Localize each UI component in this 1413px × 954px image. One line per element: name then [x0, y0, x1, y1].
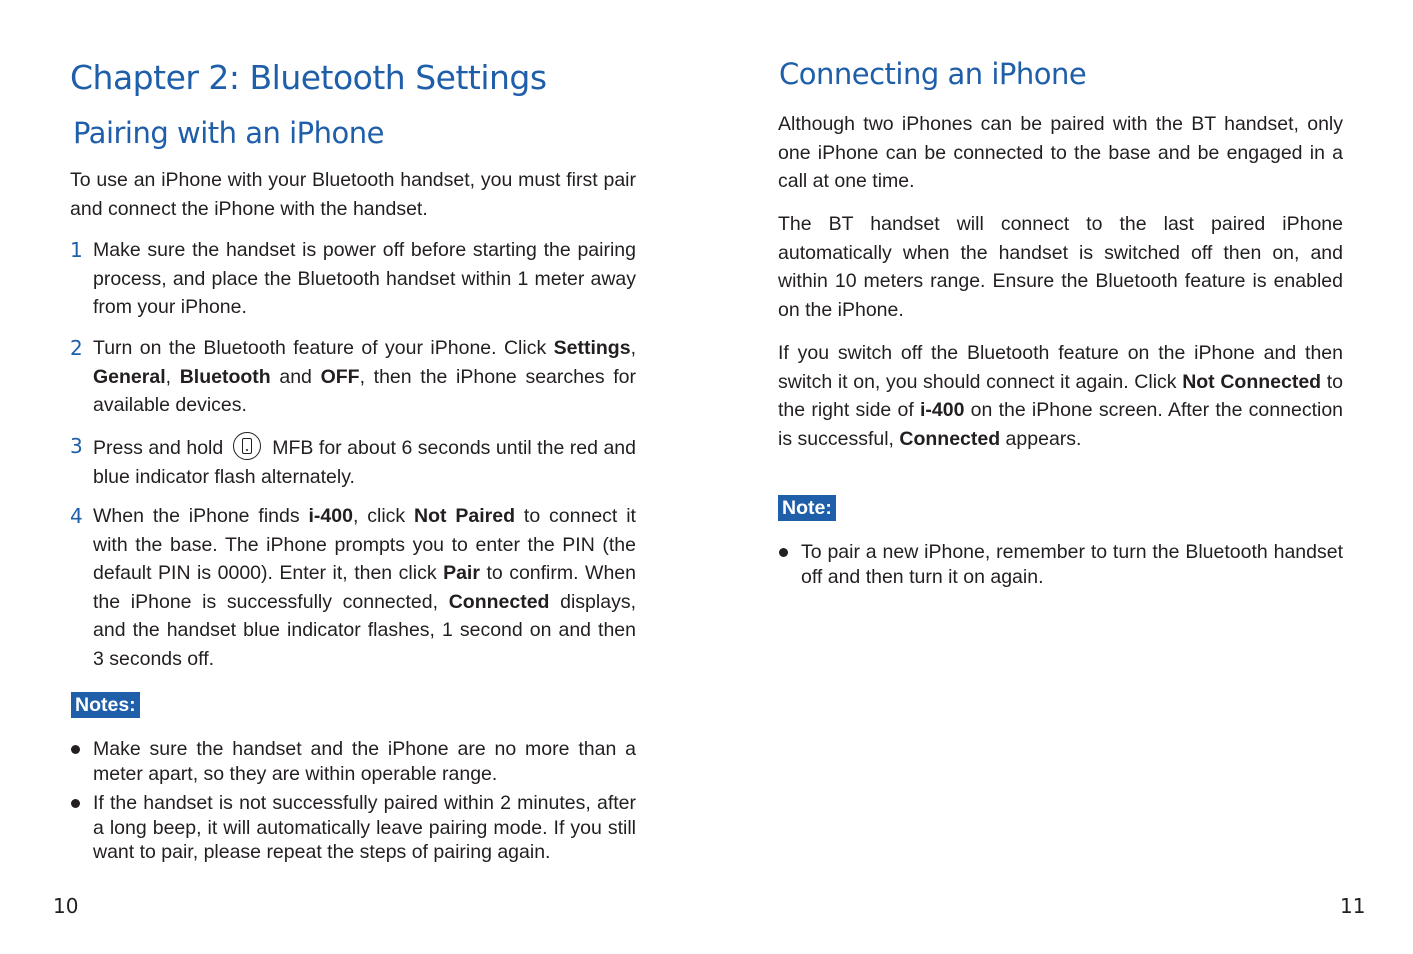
paragraph-2: The BT handset will connect to the last paired iPhone automatically when the handset is switched off then on, and within 10 meters range. Ensure the Bluetooth feature is enabled on the iPhone.: [778, 213, 1343, 321]
note-item: Make sure the handset and the iPhone are no more than a meter apart, so they are within operable range.: [70, 737, 636, 786]
step-4: [70, 502, 636, 673]
section-title-pairing: Pairing with an iPhone: [73, 116, 385, 150]
page-number-right: 11: [1340, 894, 1366, 918]
step-3: [70, 432, 636, 491]
note-label: Note:: [778, 495, 836, 521]
bullet-icon: [71, 745, 80, 754]
step-2: [70, 334, 636, 420]
step-number: 1: [70, 238, 83, 262]
right-page: [778, 0, 1343, 954]
left-page: [70, 0, 636, 954]
step-number: 2: [70, 336, 83, 360]
bullet-icon: [71, 799, 80, 808]
step-text: Make sure the handset is power off before starting the pairing process, and place the Bluetooth handset within 1 meter away from your iPhone.: [93, 239, 636, 318]
step-text: When the iPhone finds i-400, click Not Paired to connect it with the base. The iPhone prompts you to enter the PIN (the default PIN is 0000). Enter it, then click Pair to confirm. When the iPhone is successfully connected, Connected displays, and the handset blue indicator flashes, 1 second on and then 3 seconds off.: [93, 505, 636, 670]
paragraph-1: Although two iPhones can be paired with the BT handset, only one iPhone can be connected to the base and be engaged in a call at one time.: [778, 113, 1343, 192]
chapter-title: Chapter 2: Bluetooth Settings: [70, 58, 547, 97]
note-item: If the handset is not successfully paired within 2 minutes, after a long beep, it will automatically leave pairing mode. If you still want to pair, please repeat the steps of pairing again.: [70, 791, 636, 865]
section-title-connecting: Connecting an iPhone: [779, 57, 1087, 91]
note-item: To pair a new iPhone, remember to turn the Bluetooth handset off and then turn it on again.: [778, 540, 1343, 589]
step-text: Turn on the Bluetooth feature of your iPhone. Click Settings, General, Bluetooth and OFF, then the iPhone searches for available devices.: [93, 337, 636, 416]
page-number-left: 10: [53, 894, 79, 918]
step-number: 4: [70, 504, 83, 528]
notes-label: Notes:: [71, 692, 140, 718]
intro-paragraph: To use an iPhone with your Bluetooth handset, you must first pair and connect the iPhone with the handset.: [70, 169, 636, 220]
paragraph-3: If you switch off the Bluetooth feature on the iPhone and then switch it on, you should connect it again. Click Not Connected to the right side of i-400 on the iPhone screen. After the connection is successful, Connected appears.: [778, 342, 1344, 450]
step-text: Press and hold MFB for about 6 seconds until the red and blue indicator flash alternately.: [93, 432, 636, 491]
phone-button-icon: [233, 432, 261, 460]
bullet-icon: [779, 548, 788, 557]
step-number: 3: [70, 434, 83, 458]
step-1: [70, 236, 636, 322]
